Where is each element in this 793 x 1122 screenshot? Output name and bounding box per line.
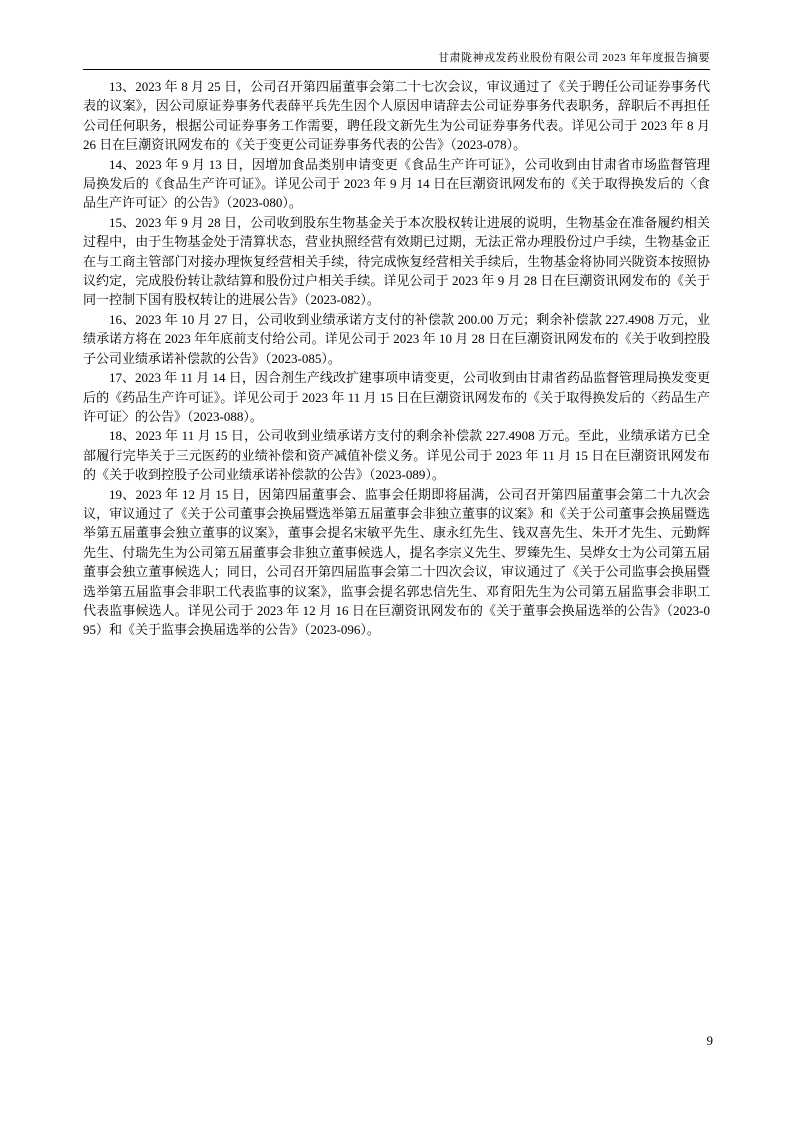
paragraph-item-14: 14、2023 年 9 月 13 日，因增加食品类别申请变更《食品生产许可证》，公司收到由甘肃省市场监督管理局换发后的《食品生产许可证》。详见公司于 2023 年 9 月 14 日在巨潮资讯网发布的《关于取得换发后的〈食品生产许可证〉的公告》（2023-080）。: [83, 156, 710, 211]
header-title: 甘肃陇神戎发药业股份有限公司 2023 年年度报告摘要: [438, 52, 710, 64]
paragraph-item-18: 18、2023 年 11 月 15 日，公司收到业绩承诺方支付的剩余补偿款 227.4908 万元。至此，业绩承诺方已全部履行完毕关于三元医药的业绩补偿和资产减值补偿义务。详见公司于 2023 年 11 月 15 日在巨潮资讯网发布的《关于收到控股子公司业绩承诺补偿款的公告》（2023-089）。: [83, 428, 710, 483]
paragraph-item-19: 19、2023 年 12 月 15 日，因第四届董事会、监事会任期即将届满，公司召开第四届董事会第二十九次会议，审议通过了《关于公司董事会换届暨选举第五届董事会非独立董事的议案》和《关于公司董事会换届暨选举第五届董事会独立董事的议案》，董事会提名宋敏平先生、康永红先生、钱双喜先生、朱开才先生、元勤辉先生、付瑞先生为公司第五届董事会非独立董事候选人，提名李宗义先生、罗臻先生、吴烨女士为公司第五届董事会独立董事候选人；同日，公司召开第四届监事会第二十四次会议，审议通过了《关于公司监事会换届暨选举第五届监事会非职工代表监事的议案》，监事会提名郭忠信先生、邓育阳先生为公司第五届监事会非职工代表监事候选人。详见公司于 2023 年 12 月 16 日在巨潮资讯网发布的《关于董事会换届选举的公告》（2023-095）和《关于监事会换届选举的公告》（2023-096）。: [83, 486, 710, 638]
page-number: 9: [706, 1033, 713, 1048]
paragraph-item-17: 17、2023 年 11 月 14 日，因合剂生产线改扩建事项申请变更，公司收到由甘肃省药品监督管理局换发变更后的《药品生产许可证》。详见公司于 2023 年 11 月 15 日在巨潮资讯网发布的《关于取得换发后的〈药品生产许可证〉的公告》（2023-088）。: [83, 370, 710, 424]
document-content: [83, 77, 710, 640]
page-header: [83, 50, 710, 70]
paragraph-item-15: 15、2023 年 9 月 28 日，公司收到股东生物基金关于本次股权转让进展的说明，生物基金在准备履约相关过程中，由于生物基金处于清算状态，营业执照经营有效期已过期，无法正常办理股份过户手续，生物基金正在与工商主管部门对接办理恢复经营相关手续，待完成恢复经营相关手续后，生物基金将协同兴陇资本按照协议约定，完成股份转让款结算和股份过户相关手续。详见公司于 2023 年 9 月 28 日在巨潮资讯网发布的《关于同一控制下国有股权转让的进展公告》（2023-082）。: [83, 214, 710, 308]
paragraph-item-13: 13、2023 年 8 月 25 日，公司召开第四届董事会第二十七次会议，审议通过了《关于聘任公司证券事务代表的议案》，因公司原证券事务代表薛平兵先生因个人原因申请辞去公司证券事务代表职务，辞职后不再担任公司任何职务，根据公司证券事务工作需要，聘任段文新先生为公司证券事务代表。详见公司于 2023 年 8 月 26 日在巨潮资讯网发布的《关于变更公司证券事务代表的公告》（2023-078）。: [83, 79, 710, 153]
paragraph-item-16: 16、2023 年 10 月 27 日，公司收到业绩承诺方支付的补偿款 200.00 万元；剩余补偿款 227.4908 万元，业绩承诺方将在 2023 年年底前支付给公司。详见公司于 2023 年 10 月 28 日在巨潮资讯网发布的《关于收到控股子公司业绩承诺补偿款的公告》（2023-085）。: [83, 311, 710, 366]
page-footer: [83, 1032, 713, 1050]
header-divider: [83, 69, 710, 70]
